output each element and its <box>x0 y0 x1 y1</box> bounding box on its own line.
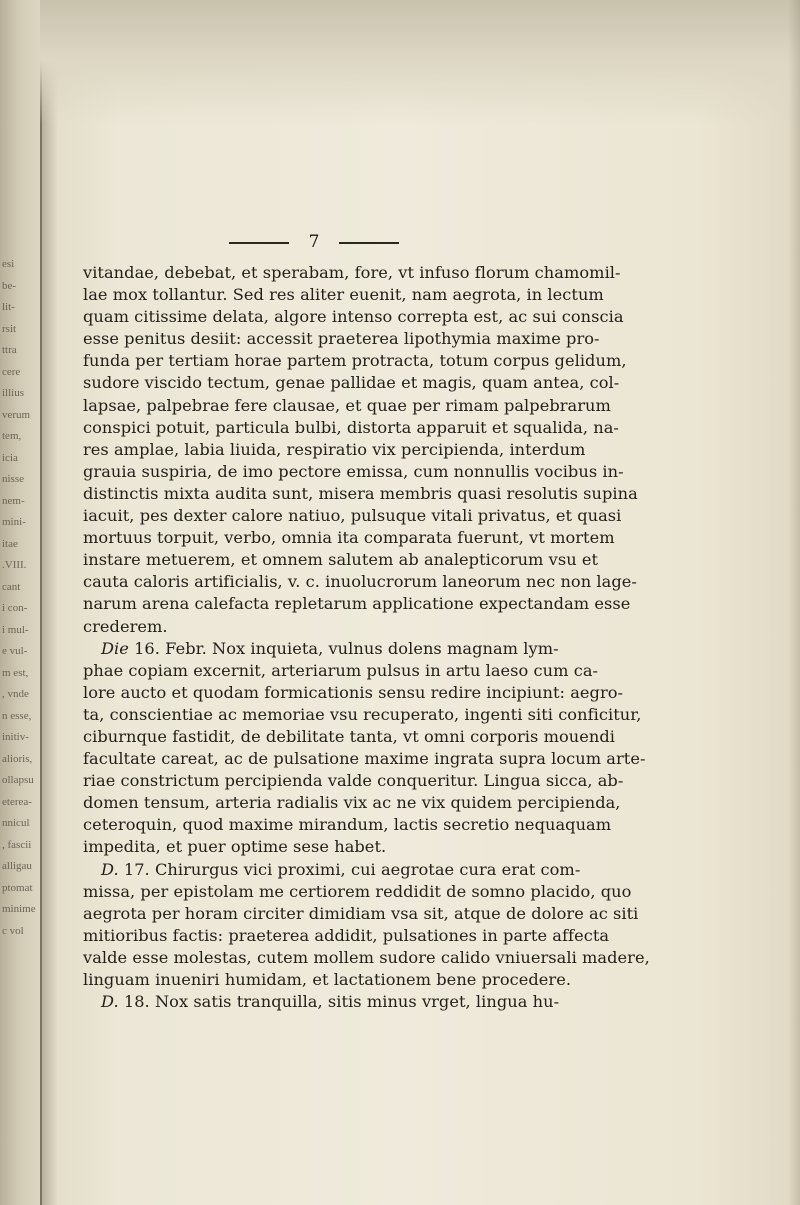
facing-page-fragment: cant <box>2 580 21 593</box>
page-header <box>229 232 599 252</box>
text-line <box>83 881 783 903</box>
text-line <box>83 660 783 682</box>
facing-page-fragment: c vol <box>2 924 24 937</box>
text-line <box>83 527 783 549</box>
text-line-content: 16. Febr. Nox inquieta, vulnus dolens magnam lym- <box>128 638 559 658</box>
facing-page-fragment: illius <box>2 387 25 399</box>
facing-page-fragment: , fascii <box>2 838 32 851</box>
text-line-content: 18. Nox satis tranquilla, sitis minus vrget, lingua hu- <box>118 992 560 1012</box>
text-line-content: ceteroquin, quod maxime mirandum, lactis secretio nequaquam <box>83 815 612 835</box>
text-line-content: impedita, et puer optime sese habet. <box>83 837 387 857</box>
text-line-content: crederem. <box>83 616 168 636</box>
text-line <box>83 461 783 483</box>
facing-page-fragment: e vul- <box>2 645 28 657</box>
text-line <box>83 991 783 1013</box>
text-line <box>83 682 783 704</box>
text-line <box>83 549 783 571</box>
facing-page-fragment: nisse <box>2 473 24 485</box>
text-line <box>83 372 783 394</box>
text-line-content: iacuit, pes dexter calore natiuo, pulsuque vitali privatus, et quasi <box>83 506 622 526</box>
facing-page-fragment: rsit <box>2 322 17 335</box>
page-top-edge <box>40 0 800 125</box>
text-line-content: esse penitus desiit: accessit praeterea lipothymia maxime pro- <box>83 329 600 349</box>
text-line <box>83 350 783 372</box>
text-line <box>83 704 783 726</box>
facing-page-fragment: lit- <box>2 301 15 313</box>
text-line <box>83 748 783 770</box>
header-rule-right <box>339 242 399 244</box>
text-line <box>83 306 783 328</box>
facing-page-fragment: esi <box>2 258 15 270</box>
text-line-content: instare metuerem, et omnem salutem ab analepticorum vsu et <box>83 550 599 570</box>
text-line-content: valde esse molestas, cutem mollem sudore calido vniuersali madere, <box>83 947 650 967</box>
text-line-content: conspici potuit, particula bulbi, distorta apparuit et squalida, na- <box>83 417 619 437</box>
text-line <box>83 417 783 439</box>
text-line-content: ciburnque fastidit, de debilitate tanta, vt omni corporis mouendi <box>83 726 615 746</box>
facing-page-fragment: , vnde <box>2 688 29 700</box>
facing-page-strip <box>0 0 42 1205</box>
text-line-content: grauia suspiria, de imo pectore emissa, cum nonnullis vocibus in- <box>83 461 624 481</box>
text-line <box>83 505 783 527</box>
entry-date-lead: D. <box>101 859 119 879</box>
page-body-text <box>83 262 783 1013</box>
text-line-content: ta, conscientiae ac memoriae vsu recuperato, ingenti siti conficitur, <box>83 704 642 724</box>
text-line <box>83 925 783 947</box>
page-right-edge <box>788 0 800 1205</box>
facing-page-fragment: alioris, <box>2 752 33 765</box>
text-line <box>83 726 783 748</box>
text-line <box>83 262 783 284</box>
text-line-content: lae mox tollantur. Sed res aliter euenit, nam aegrota, in lectum <box>83 285 604 305</box>
facing-page-fragment: cere <box>2 365 21 378</box>
facing-page-fragment: verum <box>2 408 31 421</box>
gutter-shadow <box>40 0 58 1205</box>
text-line <box>83 770 783 792</box>
entry-date-lead: Die <box>101 638 129 658</box>
facing-page-fragment: m est, <box>2 666 29 679</box>
facing-page-fragment: tem, <box>2 430 22 442</box>
header-rule-left <box>229 242 289 244</box>
facing-page-fragment: nnicul <box>2 817 30 829</box>
text-line <box>83 439 783 461</box>
facing-page-fragment: minime <box>2 903 36 915</box>
facing-page-fragment: ollapsu <box>2 774 34 786</box>
text-line <box>83 903 783 925</box>
text-line-content: facultate careat, ac de pulsatione maxime ingrata supra locum arte- <box>83 749 646 769</box>
text-line <box>83 483 783 505</box>
facing-page-fragment: n esse, <box>2 709 32 722</box>
facing-page-fragment: initiv- <box>2 731 29 743</box>
text-line-content: domen tensum, arteria radialis vix ac ne vix quidem percipienda, <box>83 793 621 813</box>
text-line-content: missa, per epistolam me certiorem reddidit de somno placido, quo <box>83 881 632 901</box>
text-line-content: sudore viscido tectum, genae pallidae et magis, quam antea, col- <box>83 373 620 393</box>
facing-page-fragment: i mul- <box>2 623 29 636</box>
text-line <box>83 792 783 814</box>
text-line-content: linguam inueniri humidam, et lactationem bene procedere. <box>83 970 572 989</box>
facing-page-fragment: eterea- <box>2 795 32 808</box>
text-line <box>83 859 783 881</box>
text-line <box>83 638 783 660</box>
facing-page-fragment: ptomat <box>2 881 33 894</box>
text-line-content: phae copiam excernit, arteriarum pulsus in artu laeso cum ca- <box>83 660 599 680</box>
text-line <box>83 284 783 306</box>
facing-page-fragment: alligau <box>2 860 32 872</box>
text-line-content: res amplae, labia liuida, respiratio vix percipienda, interdum <box>83 439 586 459</box>
text-line <box>83 947 783 969</box>
entry-date-lead: D. <box>101 992 119 1012</box>
text-line-content: narum arena calefacta repletarum applicatione expectandam esse <box>83 594 631 614</box>
facing-page-fragment: i con- <box>2 602 28 614</box>
text-line-content: distinctis mixta audita sunt, misera membris quasi resolutis supina <box>83 483 638 503</box>
facing-page-fragment: mini- <box>2 516 26 528</box>
text-line <box>83 593 783 615</box>
text-line <box>83 328 783 350</box>
facing-page-fragment: nem- <box>2 494 25 507</box>
text-line-content: lore aucto et quodam formicationis sensu redire incipiunt: aegro- <box>83 682 624 702</box>
text-line-content: mortuus torpuit, verbo, omnia ita comparata fuerunt, vt mortem <box>83 528 615 548</box>
text-line-content: cauta caloris artificialis, v. c. inuolucrorum laneorum nec non lage- <box>83 572 637 592</box>
text-line <box>83 616 783 638</box>
text-line-content: mitioribus factis: praeterea addidit, pulsationes in parte affecta <box>83 925 610 945</box>
text-line-content: aegrota per horam circiter dimidiam vsa sit, atque de dolore ac siti <box>83 903 639 923</box>
text-line <box>83 814 783 836</box>
facing-page-fragment: ttra <box>2 344 17 356</box>
text-line <box>83 969 783 991</box>
text-line-content: riae constrictum percipienda valde conqueritur. Lingua sicca, ab- <box>83 771 624 791</box>
text-line-content: 17. Chirurgus vici proximi, cui aegrotae cura erat com- <box>118 859 581 879</box>
facing-page-fragment: .VIII. <box>2 559 27 571</box>
text-line-content: vitandae, debebat, et sperabam, fore, vt infuso florum chamomil- <box>83 263 621 282</box>
facing-page-fragment: be- <box>2 279 17 292</box>
text-line <box>83 836 783 858</box>
text-line <box>83 395 783 417</box>
facing-page-fragment: itae <box>2 537 18 550</box>
text-line-content: lapsae, palpebrae fere clausae, et quae per rimam palpebrarum <box>83 395 611 415</box>
facing-page-fragment: icia <box>2 451 18 464</box>
text-line-content: quam citissime delata, algore intenso correpta est, ac sui conscia <box>83 307 624 327</box>
text-line <box>83 571 783 593</box>
page-number: 7 <box>308 232 320 252</box>
text-line-content: funda per tertiam horae partem protracta, totum corpus gelidum, <box>83 351 627 371</box>
